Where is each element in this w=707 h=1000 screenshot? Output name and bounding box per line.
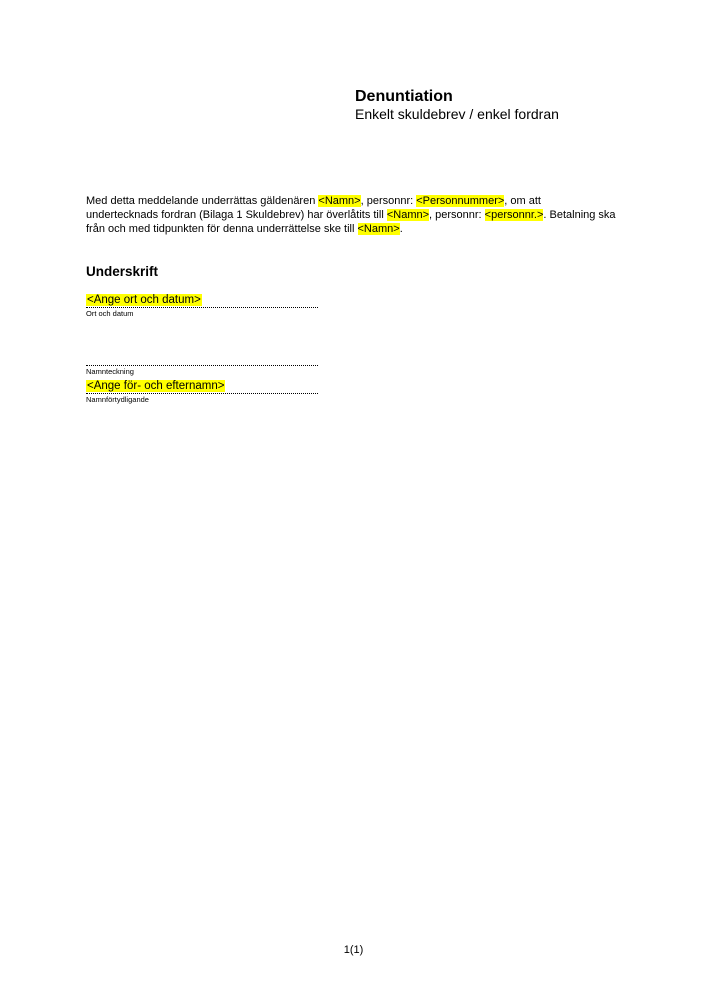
place-date-label: Ort och datum xyxy=(86,309,134,318)
document-header xyxy=(355,87,559,122)
name-clarification-line xyxy=(86,393,318,394)
page-number: 1(1) xyxy=(343,944,364,956)
signature-value[interactable] xyxy=(86,351,318,365)
paragraph-text: , personnr: xyxy=(360,195,417,207)
name-clarification-field[interactable] xyxy=(86,379,318,404)
placeholder-debtor-name[interactable]: <Namn> xyxy=(318,195,361,207)
place-date-placeholder[interactable]: <Ange ort och datum> xyxy=(87,294,201,306)
paragraph-text: . xyxy=(399,223,403,235)
signature-heading: Underskrift xyxy=(86,264,159,279)
place-date-value[interactable] xyxy=(86,293,318,307)
place-date-field[interactable] xyxy=(86,293,318,318)
signature-field[interactable] xyxy=(86,351,318,376)
notice-paragraph xyxy=(86,194,616,236)
paragraph-text: Med detta meddelande underrättas gäldenären xyxy=(86,195,319,207)
paragraph-text: . Betalning ska från och med tidpunkten för denna underrättelse ske till xyxy=(86,209,616,235)
placeholder-assignee-personal-number[interactable]: <personnr.> xyxy=(484,209,544,221)
paragraph-text: , om att undertecknads fordran (Bilaga 1 Skuldebrev) har överlåtits till xyxy=(86,195,541,221)
paragraph-text: , personnr: xyxy=(429,209,485,221)
signature-label: Namnteckning xyxy=(86,367,134,376)
document-title: Denuntiation xyxy=(355,88,453,105)
name-clarification-placeholder[interactable]: <Ange för- och efternamn> xyxy=(87,380,225,392)
name-clarification-value[interactable] xyxy=(86,379,318,393)
document-subtitle: Enkelt skuldebrev / enkel fordran xyxy=(355,106,559,122)
placeholder-debtor-personal-number[interactable]: <Personnummer> xyxy=(416,195,505,207)
name-clarification-label: Namnförtydligande xyxy=(86,395,149,404)
placeholder-assignee-name[interactable]: <Namn> xyxy=(386,209,430,221)
signature-line xyxy=(86,365,318,366)
place-date-line xyxy=(86,307,318,308)
placeholder-payee-name[interactable]: <Namn> xyxy=(357,223,400,235)
